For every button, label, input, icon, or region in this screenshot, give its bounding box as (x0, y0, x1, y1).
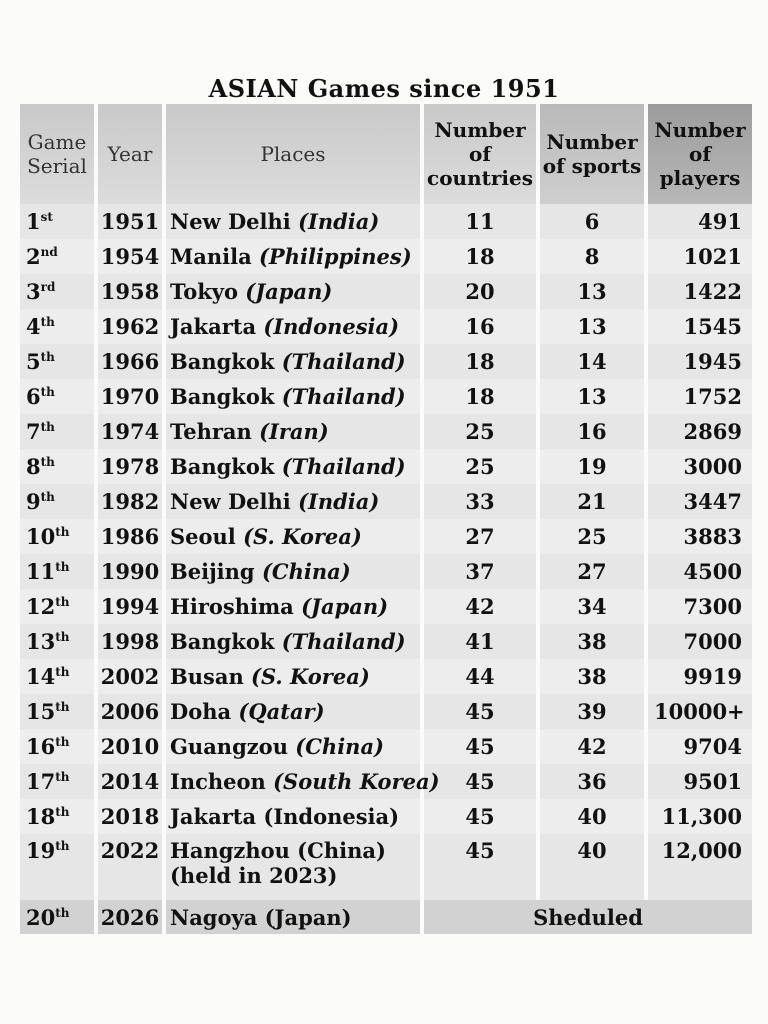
countries-cell: 42 (424, 589, 536, 624)
table-row (20, 484, 752, 519)
header-game-serial: Game Serial (20, 104, 94, 204)
serial-suffix: th (40, 350, 55, 364)
year-cell: 2014 (98, 764, 162, 799)
players-cell: 4500 (648, 554, 752, 589)
year-cell: 2010 (98, 729, 162, 764)
place-cell (166, 624, 420, 659)
countries-cell: 11 (424, 204, 536, 239)
serial-suffix: th (40, 490, 55, 504)
serial-number: 10 (26, 524, 56, 549)
year-cell: 2022 (98, 834, 162, 900)
year-cell: 1994 (98, 589, 162, 624)
table-row (20, 309, 752, 344)
serial-suffix: th (55, 905, 70, 920)
serial-suffix: th (55, 735, 70, 749)
game-serial-cell (20, 659, 94, 694)
countries-cell: 16 (424, 309, 536, 344)
countries-cell: 45 (424, 694, 536, 729)
country-name: (Thailand) (281, 349, 406, 374)
sports-cell: 25 (540, 519, 644, 554)
table-row (20, 204, 752, 239)
city-name: Busan (170, 664, 244, 689)
country-name: (China) (295, 734, 384, 759)
serial-number: 9 (26, 489, 41, 514)
countries-cell: 18 (424, 239, 536, 274)
countries-cell: 44 (424, 659, 536, 694)
game-serial-cell (20, 624, 94, 659)
sports-cell: 13 (540, 379, 644, 414)
country-name: (Thailand) (281, 384, 406, 409)
countries-cell: 45 (424, 834, 536, 900)
header-number-of-countries: Number of countries (424, 104, 536, 204)
serial-suffix: th (55, 700, 70, 714)
city-name: Beijing (170, 559, 255, 584)
year-cell: 1970 (98, 379, 162, 414)
city-name: Bangkok (170, 629, 275, 654)
countries-cell: 20 (424, 274, 536, 309)
countries-cell: 18 (424, 379, 536, 414)
game-serial-cell (20, 484, 94, 519)
players-cell: 491 (648, 204, 752, 239)
serial-number: 14 (26, 664, 56, 689)
place-cell (166, 554, 420, 589)
game-serial-cell (20, 449, 94, 484)
city-name: Hangzhou (China) (170, 838, 386, 863)
city-name: Bangkok (170, 349, 275, 374)
players-cell: 1752 (648, 379, 752, 414)
table-row (20, 239, 752, 274)
sports-cell: 21 (540, 484, 644, 519)
serial-number: 2 (26, 244, 41, 269)
city-name: Jakarta (170, 314, 257, 339)
sports-cell: 42 (540, 729, 644, 764)
table-row-scheduled (20, 900, 752, 934)
country-name: (Qatar) (238, 699, 325, 724)
players-cell: 12,000 (648, 834, 752, 900)
serial-suffix: th (55, 525, 70, 539)
serial-suffix: nd (40, 245, 58, 259)
table-row (20, 799, 752, 834)
serial-number: 12 (26, 594, 56, 619)
country-name: (Thailand) (281, 629, 406, 654)
serial-suffix: st (40, 210, 53, 224)
place-cell (166, 900, 420, 934)
table-row (20, 729, 752, 764)
game-serial-cell (20, 379, 94, 414)
game-serial-cell (20, 414, 94, 449)
table-row (20, 694, 752, 729)
city-name: Nagoya (Japan) (170, 904, 352, 930)
countries-cell: 37 (424, 554, 536, 589)
players-cell: 1545 (648, 309, 752, 344)
year-cell: 1990 (98, 554, 162, 589)
country-name: (S. Korea) (251, 664, 370, 689)
sports-cell: 34 (540, 589, 644, 624)
countries-cell: 41 (424, 624, 536, 659)
serial-number: 16 (26, 734, 56, 759)
place-note: (held in 2023) (170, 863, 338, 888)
sports-cell: 27 (540, 554, 644, 589)
country-name: (India) (298, 489, 380, 514)
sports-cell: 13 (540, 274, 644, 309)
place-cell (166, 834, 420, 900)
city-name: Seoul (170, 524, 236, 549)
countries-cell: 45 (424, 764, 536, 799)
players-cell: 1945 (648, 344, 752, 379)
year-cell: 1982 (98, 484, 162, 519)
players-cell: 3447 (648, 484, 752, 519)
year-cell: 1958 (98, 274, 162, 309)
serial-suffix: th (55, 665, 70, 679)
serial-number: 3 (26, 279, 41, 304)
game-serial-cell (20, 344, 94, 379)
year-cell: 2026 (98, 900, 162, 934)
place-cell (166, 659, 420, 694)
game-serial-cell (20, 204, 94, 239)
city-name: Tokyo (170, 279, 238, 304)
place-cell (166, 519, 420, 554)
game-serial-cell (20, 764, 94, 799)
sports-cell: 19 (540, 449, 644, 484)
countries-cell: 25 (424, 414, 536, 449)
game-serial-cell (20, 554, 94, 589)
country-name: (Indonesia) (263, 314, 400, 339)
serial-suffix: th (55, 595, 70, 609)
city-name: Tehran (170, 419, 252, 444)
players-cell: 7000 (648, 624, 752, 659)
place-cell (166, 309, 420, 344)
table-row (20, 274, 752, 309)
serial-number: 17 (26, 769, 56, 794)
city-name: Bangkok (170, 384, 275, 409)
country-name: (Thailand) (281, 454, 406, 479)
sports-cell: 14 (540, 344, 644, 379)
countries-cell: 45 (424, 729, 536, 764)
serial-suffix: th (55, 839, 70, 853)
serial-suffix: th (40, 315, 55, 329)
table-row (20, 344, 752, 379)
serial-suffix: th (40, 455, 55, 469)
country-name: (Japan) (245, 279, 333, 304)
header-places: Places (166, 104, 420, 204)
serial-suffix: th (55, 630, 70, 644)
country-name: (Philippines) (259, 244, 412, 269)
players-cell: 10000+ (648, 694, 752, 729)
table-row (20, 764, 752, 799)
serial-number: 20 (26, 904, 56, 930)
place-cell (166, 344, 420, 379)
game-serial-cell (20, 729, 94, 764)
players-cell: 2869 (648, 414, 752, 449)
game-serial-cell (20, 519, 94, 554)
players-cell: 1422 (648, 274, 752, 309)
serial-number: 5 (26, 349, 41, 374)
sports-cell: 36 (540, 764, 644, 799)
countries-cell: 45 (424, 799, 536, 834)
year-cell: 1966 (98, 344, 162, 379)
country-name: (India) (298, 209, 380, 234)
game-serial-cell (20, 900, 94, 934)
game-serial-cell (20, 274, 94, 309)
countries-cell: 33 (424, 484, 536, 519)
year-cell: 2006 (98, 694, 162, 729)
sports-cell: 8 (540, 239, 644, 274)
serial-number: 19 (26, 838, 56, 863)
place-cell (166, 379, 420, 414)
table-row (20, 414, 752, 449)
place-cell (166, 799, 420, 834)
table-row (20, 624, 752, 659)
country-name: (China) (261, 559, 351, 584)
players-cell: 9919 (648, 659, 752, 694)
countries-cell: 27 (424, 519, 536, 554)
header-number-of-players: Number of players (648, 104, 752, 204)
table-row (20, 659, 752, 694)
city-name: New Delhi (170, 489, 291, 514)
place-cell (166, 449, 420, 484)
place-cell (166, 589, 420, 624)
place-cell (166, 484, 420, 519)
table-row (20, 519, 752, 554)
serial-suffix: th (40, 420, 55, 434)
sports-cell: 38 (540, 624, 644, 659)
serial-suffix: th (55, 560, 70, 574)
city-name: New Delhi (170, 209, 291, 234)
serial-suffix: th (40, 385, 55, 399)
place-cell (166, 764, 440, 799)
serial-number: 13 (26, 629, 56, 654)
players-cell: 7300 (648, 589, 752, 624)
players-cell: 1021 (648, 239, 752, 274)
table-row (20, 554, 752, 589)
city-name: Guangzou (170, 734, 288, 759)
players-cell: 9704 (648, 729, 752, 764)
header-number-of-sports: Number of sports (540, 104, 644, 204)
players-cell: 3883 (648, 519, 752, 554)
year-cell: 1978 (98, 449, 162, 484)
serial-number: 4 (26, 314, 41, 339)
serial-suffix: th (55, 770, 70, 784)
city-name: Doha (170, 699, 232, 724)
place-cell (166, 729, 420, 764)
sports-cell: 13 (540, 309, 644, 344)
city-name: Incheon (170, 769, 266, 794)
serial-number: 15 (26, 699, 56, 724)
table-header-row (20, 104, 752, 204)
year-cell: 1951 (98, 204, 162, 239)
players-cell: 11,300 (648, 799, 752, 834)
asian-games-table (16, 104, 756, 934)
place-cell (166, 694, 420, 729)
city-name: Hiroshima (170, 594, 294, 619)
players-cell: 3000 (648, 449, 752, 484)
sports-cell: 39 (540, 694, 644, 729)
game-serial-cell (20, 239, 94, 274)
countries-cell: 25 (424, 449, 536, 484)
sports-cell: 40 (540, 834, 644, 900)
table-row (20, 449, 752, 484)
game-serial-cell (20, 799, 94, 834)
game-serial-cell (20, 834, 94, 900)
serial-number: 6 (26, 384, 41, 409)
serial-number: 1 (26, 209, 41, 234)
country-name: (Japan) (301, 594, 389, 619)
sports-cell: 6 (540, 204, 644, 239)
table-row (20, 589, 752, 624)
scheduled-status: Sheduled (424, 900, 752, 934)
serial-number: 8 (26, 454, 41, 479)
year-cell: 2002 (98, 659, 162, 694)
year-cell: 1954 (98, 239, 162, 274)
city-name: Jakarta (Indonesia) (170, 804, 400, 829)
serial-number: 11 (26, 559, 56, 584)
serial-number: 18 (26, 804, 56, 829)
serial-suffix: rd (40, 280, 56, 294)
game-serial-cell (20, 589, 94, 624)
serial-number: 7 (26, 419, 41, 444)
city-name: Manila (170, 244, 252, 269)
game-serial-cell (20, 309, 94, 344)
year-cell: 1974 (98, 414, 162, 449)
header-year: Year (98, 104, 162, 204)
game-serial-cell (20, 694, 94, 729)
table-row (20, 834, 752, 900)
countries-cell: 18 (424, 344, 536, 379)
year-cell: 1986 (98, 519, 162, 554)
year-cell: 1998 (98, 624, 162, 659)
page-title: ASIAN Games since 1951 (208, 74, 560, 103)
table-row (20, 379, 752, 414)
sports-cell: 40 (540, 799, 644, 834)
country-name: (S. Korea) (243, 524, 362, 549)
place-cell (166, 414, 420, 449)
place-cell (166, 239, 420, 274)
place-cell (166, 274, 420, 309)
sports-cell: 16 (540, 414, 644, 449)
sports-cell: 38 (540, 659, 644, 694)
serial-suffix: th (55, 805, 70, 819)
city-name: Bangkok (170, 454, 275, 479)
country-name: (Iran) (259, 419, 329, 444)
year-cell: 1962 (98, 309, 162, 344)
year-cell: 2018 (98, 799, 162, 834)
country-name: (South Korea) (273, 769, 440, 794)
players-cell: 9501 (648, 764, 752, 799)
place-cell (166, 204, 420, 239)
